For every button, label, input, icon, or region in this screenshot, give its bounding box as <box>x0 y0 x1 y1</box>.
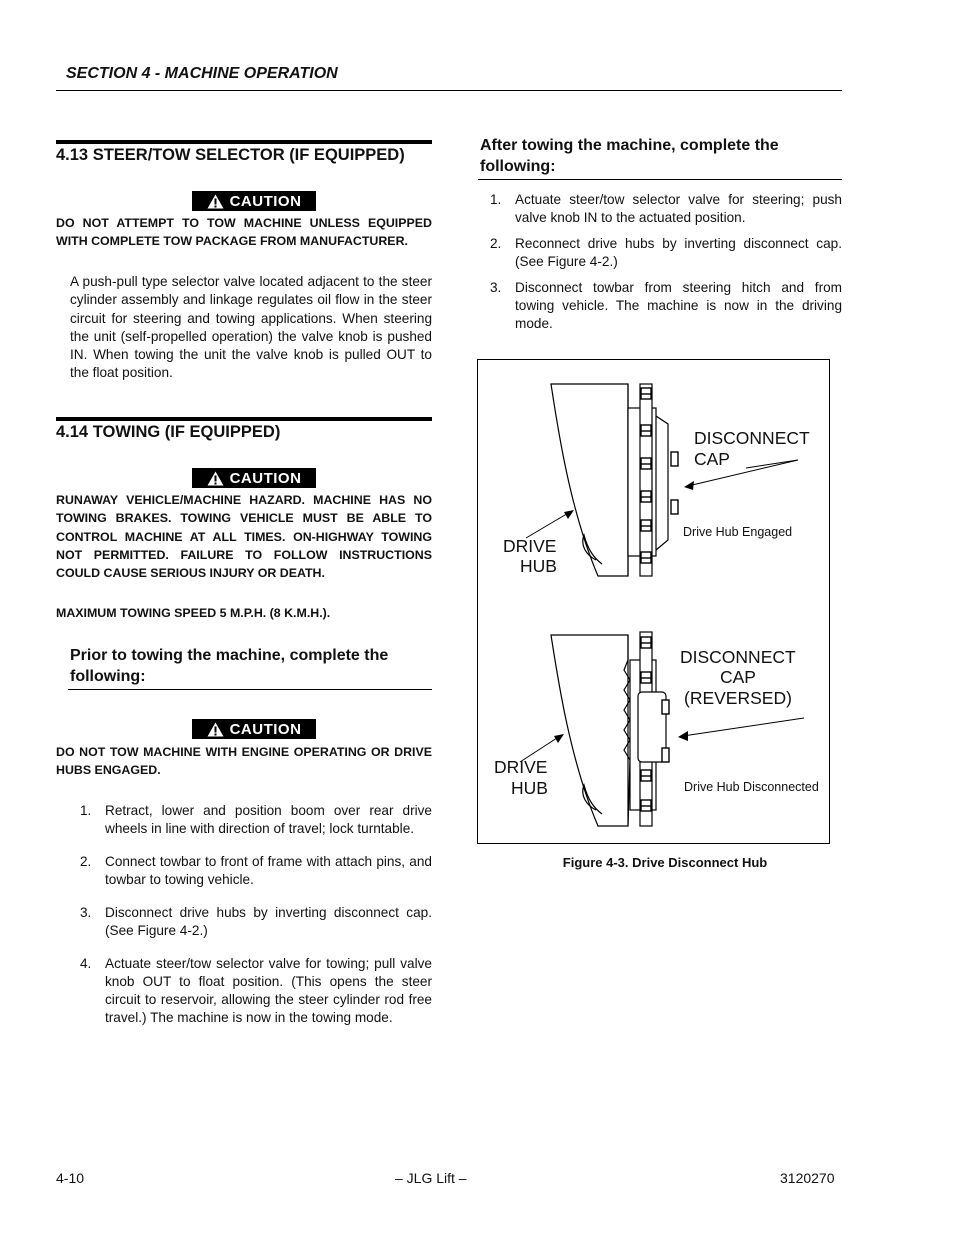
disconnect-cap-reversed-label: DISCONNECT <box>680 647 796 667</box>
list-item <box>80 904 432 944</box>
list-item <box>490 279 842 331</box>
list-item <box>490 191 842 231</box>
caution-badge <box>192 468 316 488</box>
section-bar <box>56 417 432 421</box>
drive-hub-disconnected-caption: Drive Hub Disconnected <box>684 780 819 794</box>
list-item <box>80 853 432 893</box>
caution-label: CAUTION <box>229 192 302 210</box>
caution-label: CAUTION <box>229 720 302 738</box>
caution-label: CAUTION <box>229 469 302 487</box>
disconnect-cap-label: DISCONNECT <box>694 428 810 448</box>
subheading-rule <box>68 689 432 690</box>
section-header: SECTION 4 - MACHINE OPERATION <box>66 65 338 82</box>
drive-hub-label: DRIVE <box>503 536 557 556</box>
footer-center: – JLG Lift – <box>395 1170 467 1186</box>
warning-text: DO NOT TOW MACHINE WITH ENGINE OPERATING OR DRIVE HUBS ENGAGED. <box>56 745 432 778</box>
list-text: Actuate steer/tow selector valve for towing; pull valve knob OUT to float position. (This opens the steer circuit to reservoir, allowing the steer cylinder rod free travel.) The machine is now in the towing mode. <box>105 956 432 1025</box>
prior-subheading: Prior to towing the machine, complete the following: <box>70 647 389 685</box>
list-number: 3. <box>490 280 502 295</box>
figure-frame <box>477 359 830 844</box>
list-number: 2. <box>80 854 92 869</box>
header-rule <box>56 90 842 91</box>
warning-triangle-icon <box>207 194 224 209</box>
disconnect-cap-reversed-label: CAP <box>720 667 756 687</box>
caution-badge <box>192 191 316 211</box>
drive-hub-engaged-drawing <box>551 384 678 576</box>
drive-hub-engaged-caption: Drive Hub Engaged <box>683 525 793 539</box>
list-item <box>80 802 432 842</box>
section-bar <box>56 140 432 144</box>
warning-text: DO NOT ATTEMPT TO TOW MACHINE UNLESS EQUIPPED WITH COMPLETE TOW PACKAGE FROM MANUFACTURER. <box>56 216 432 249</box>
caution-badge <box>192 719 316 739</box>
list-number: 1. <box>80 803 92 818</box>
body-paragraph: A push-pull type selector valve located adjacent to the steer cylinder assembly and linkage regulates oil flow in the steer circuit for steering and towing applications. When steering the unit (self-propelled operation) the valve knob is pushed IN. When towing the unit the valve knob is pulled OUT to the float position. <box>70 274 432 381</box>
warning-text: RUNAWAY VEHICLE/MACHINE HAZARD. MACHINE HAS NO TOWING BRAKES. TOWING VEHICLE MUST BE ABLE TO CONTROL MACHINE AT ALL TIMES. ON-HIGHWAY TOWING NOT PERMITTED. FAILURE TO FOLLOW INSTRUCTIONS COULD CAUSE SERIOUS INJURY OR DEATH. <box>56 493 432 581</box>
list-text: Disconnect drive hubs by inverting disconnect cap. (See Figure 4-2.) <box>105 905 432 938</box>
list-text: Reconnect drive hubs by inverting disconnect cap. (See Figure 4-2.) <box>515 236 842 269</box>
max-speed-text: MAXIMUM TOWING SPEED 5 M.P.H. (8 K.M.H.). <box>56 606 331 620</box>
list-number: 3. <box>80 905 92 920</box>
list-number: 2. <box>490 236 502 251</box>
page-number: 4-10 <box>56 1170 85 1186</box>
drive-hub-label: DRIVE <box>494 757 548 777</box>
figure-caption: Figure 4-3. Drive Disconnect Hub <box>562 855 768 870</box>
list-text: Connect towbar to front of frame with attach pins, and towbar to towing vehicle. <box>105 854 432 887</box>
list-number: 4. <box>80 956 92 971</box>
warning-triangle-icon <box>207 471 224 486</box>
disconnect-cap-reversed-label: (REVERSED) <box>684 688 792 708</box>
drive-hub-disconnected-drawing <box>551 632 669 826</box>
subheading-rule <box>478 179 842 180</box>
after-subheading: After towing the machine, complete the following: <box>480 137 779 175</box>
list-number: 1. <box>490 192 502 207</box>
document-number: 3120270 <box>780 1170 835 1186</box>
list-item <box>490 235 842 275</box>
list-text: Disconnect towbar from steering hitch and from towing vehicle. The machine is now in the driving mode. <box>515 280 842 331</box>
list-item <box>80 955 432 1047</box>
list-text: Actuate steer/tow selector valve for steering; push valve knob IN to the actuated position. <box>515 192 842 225</box>
disconnect-cap-label: CAP <box>694 449 730 469</box>
list-text: Retract, lower and position boom over rear drive wheels in line with direction of travel; lock turntable. <box>105 803 432 836</box>
warning-triangle-icon <box>207 722 224 737</box>
section-4-13-title: 4.13 STEER/TOW SELECTOR (IF EQUIPPED) <box>56 146 405 164</box>
drive-hub-label: HUB <box>511 778 548 798</box>
section-4-14-title: 4.14 TOWING (IF EQUIPPED) <box>56 423 281 441</box>
drive-hub-label: HUB <box>520 556 557 576</box>
